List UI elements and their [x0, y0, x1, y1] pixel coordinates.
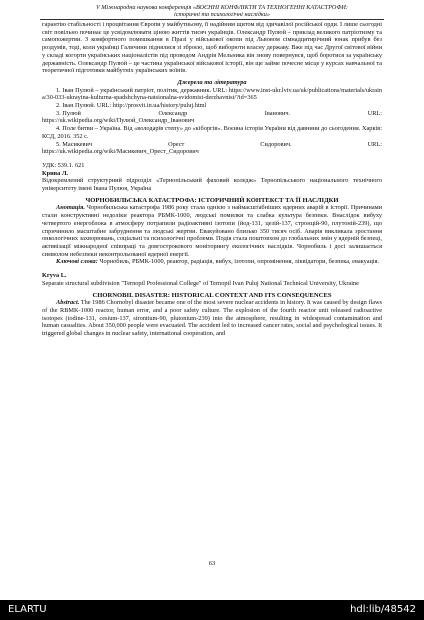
header-rule — [40, 19, 384, 20]
running-header — [60, 4, 384, 19]
reference-5-link[interactable]: https://uk.wikipedia.org/wiki/Масикевич_Орест_Сидорович — [42, 148, 199, 156]
intro-paragraph: гарантію стабільності і процвітання Європи у майбутньому, її надійним щитом від здичавілої російської орди. І лише сьогодні світ повільно починає це усвідомлювати ціною життів тисяч українців. Олександр Пулюй – приклад великого патріотизму та самопожертви. З комфортного помешкання в Празі у військової окопи під Львовом сімнадцятирічний юнак прибув без роздумів, тоді, коли українці Галичини піднялися зі зброєю, щоб виборюти власну державу. Вже під час Другої світової війни у складі когорти українських націоналістів під проводом Андрія Мельника він знову повернувся, щоб боротися за українську державність. Олександр Пулюй – це частина української військової історії, він ще займе почесне місце у курсах навчальної та теоретичної підготовки майбутніх українських воїнів. — [42, 21, 382, 75]
article-title-en: CHORNOBIL DISASTER: HISTORICAL CONTEXT AND ITS CONSEQUENCES — [92, 291, 332, 299]
abstract-label-ua: Анотація. — [56, 204, 85, 212]
repository-footer-bar — [0, 600, 424, 620]
reference-2: 2. Іван Пулюй. URL: http://prosvit.in.ua/history/puluj.html — [56, 102, 207, 110]
reference-5-part: Сидорович. — [260, 140, 292, 148]
page-body — [42, 21, 382, 338]
reference-3-link[interactable]: https://uk.wikipedia.org/wiki/Пулюй_Олександр_Іванович — [42, 117, 195, 125]
reference-4: 4. Поле битви – Україна. Від «володарів степу» до «кіборгів». Воєнна історія України від давнини до сьогодення. Харків: КСД, 2016. 352 с. — [42, 125, 382, 140]
abstract-ua — [42, 204, 382, 258]
abstract-text-ua: Чорнобильська катастрофа 1986 року стала однією з наймасштабніших ядерних аварій в історії. Причинами стали конструктивні недоліки реактора РБМК-1000, людські помилки та слабка культура безпеки. Внаслідок вибуху четвертого енергоблока в атмосферу потрапили радіоактивні ізотопи (йод-131, цезій-137, стронцій-90, плутоній-239), що спричинило масштабне забруднення та людські жертви. Евакуйовано близько 350 тисяч осіб. Аварія викликала зростання онкологічних захворювань, соціальні та психологічні проблеми. Подія стала поштовхом до глобальних змін у ядерній безпеці, активізації міжнародної співпраці та довгострокового моніторингу екологічних наслідків. Чорнобиль і досі залишається символом небезпеки неконтрольованої ядерної енергії. — [42, 204, 382, 258]
abstract-en — [42, 299, 382, 338]
running-header-line-2: історичні та психологічні наслідки» — [174, 11, 270, 19]
author-name: Крива Л. — [42, 169, 69, 177]
references-title: Джерела та література — [177, 78, 247, 86]
keywords-label-ua: Ключові слова: — [56, 258, 98, 266]
reference-3-part: Олександр — [158, 109, 188, 117]
reference-3-part: 3. Пулюй — [56, 109, 81, 117]
reference-5-part: Орест — [168, 140, 185, 148]
article-title-ua: ЧОРНОБИЛЬСЬКА КАТАСТРОФА: ІСТОРИЧНИЙ КОНТЕКСТ ТА ЇЇ НАСЛІДКИ — [85, 196, 339, 204]
abstract-label-en: Abstract. — [56, 299, 80, 307]
footer-handle[interactable]: hdl:lib/48542 — [350, 604, 416, 615]
reference-1: 1. Іван Пулюй – український патріот, політик, державник. URL: https://www.inst-ukr.lviv.ua/uk/publications/materials/ukraina/30-033-ukrayina-kulturna-spadshchyna-natsionalna-svidomist-derzhavnist/?id=365 — [42, 86, 382, 102]
page-number: 63 — [208, 560, 216, 567]
author-affiliation: Відокремлений структурний підрозділ «Тернопільський фаховий коледж» Тернопільського національного технічного університету імені Івана Пулюя, Україна — [42, 177, 382, 193]
keywords-ua — [42, 258, 382, 266]
reference-5-part: URL: — [367, 140, 382, 148]
reference-3-line — [42, 110, 382, 118]
author-affiliation-en: Separate structural subdivision "Ternopil Professional College" of Ternopil Ivan Puluj National Technical University, Ukraine — [42, 279, 359, 287]
footer-repository-name[interactable]: ELARTU — [8, 604, 47, 615]
reference-3-part: Іванович. — [264, 109, 291, 117]
reference-5-line — [42, 141, 382, 149]
author-name-en: Kryva L. — [42, 272, 67, 280]
abstract-text-en: The 1986 Chornobyl disaster became one of the most severe nuclear accidents in history. It was caused by design flaws of the RBMK-1000 reactor, human error, and a poor safety culture. The explosion of the fourth reactor unit released radioactive isotopes (iodine-131, cesium-137, strontium-90, plutonium-239) into the atmosphere, resulting in widespread contamination and human casualties. About 350,000 people were evacuated. The accident led to increased cancer rates, social and psychological issues. It triggered global changes in nuclear safety, international cooperation, and — [42, 299, 382, 338]
reference-5-part: 5. Масикевич — [56, 140, 93, 148]
reference-3-part: URL: — [367, 109, 382, 117]
keywords-text-ua: Чорнобиль, РБМК-1000, реактор, радіація, вибух, ізотопи, опромінення, ліквідатори, безпека, евакуація. — [97, 258, 380, 266]
running-header-line-1: V Міжнародна наукова конференція «ВОЄННІ КОНФЛІКТИ ТА ТЕХНОГЕННІ КАТАСТРОФИ: — [96, 4, 348, 11]
udc-code: УДК: 539.1. 621 — [42, 161, 85, 169]
